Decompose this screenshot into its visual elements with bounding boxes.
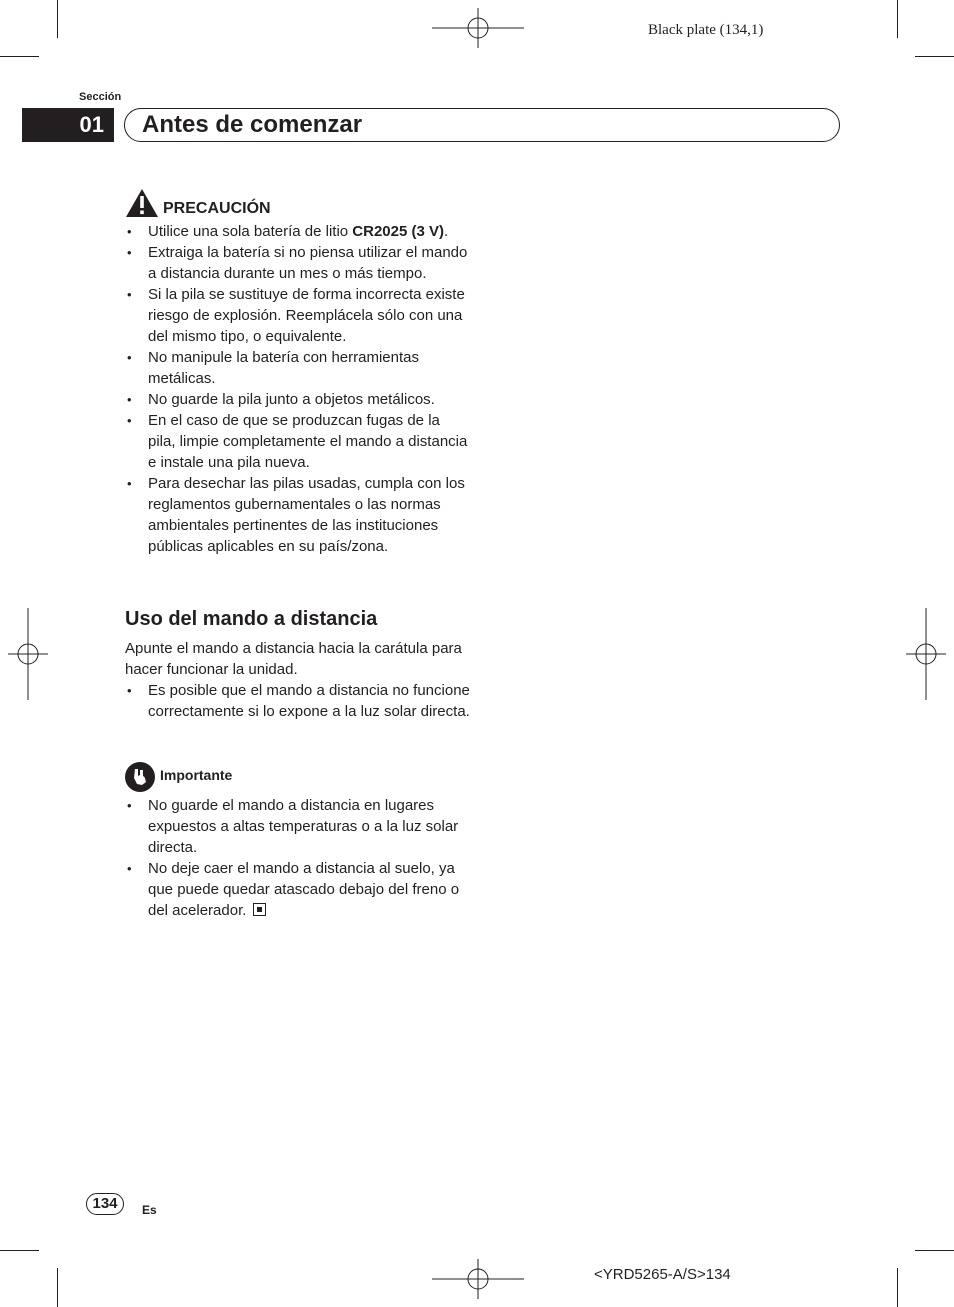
list-item: • En el caso de que se produzcan fugas de la pila, limpie completamente el mando a distancia e instale una pila nueva. <box>125 410 470 473</box>
language-code: Es <box>142 1203 157 1217</box>
crop-mark <box>0 1250 39 1251</box>
crop-mark <box>915 56 954 57</box>
uso-heading: Uso del mando a distancia <box>125 608 378 630</box>
document-code: <YRD5265-A/S>134 <box>594 1266 731 1283</box>
important-hand-icon <box>125 762 155 792</box>
crop-mark <box>0 56 39 57</box>
section-label: Sección <box>79 91 122 103</box>
caution-heading: PRECAUCIÓN <box>163 200 271 217</box>
list-item: • Si la pila se sustituye de forma incorrecta existe riesgo de explosión. Reemplácela sólo con una del mismo tipo, o equivalente. <box>125 284 470 347</box>
page-number: 134 <box>86 1193 124 1215</box>
section-title: Antes de comenzar <box>142 111 363 138</box>
registration-mark-bottom <box>432 1259 524 1299</box>
list-item: • No guarde el mando a distancia en lugares expuestos a altas temperaturas o a la luz solar directa. <box>125 795 470 858</box>
crop-mark <box>897 1268 898 1307</box>
registration-mark-left <box>8 608 48 700</box>
list-item: • Es posible que el mando a distancia no funcione correctamente si lo expone a la luz solar directa. <box>125 680 470 722</box>
crop-mark <box>897 0 898 38</box>
crop-mark <box>57 1268 58 1307</box>
end-of-section-icon <box>253 903 266 916</box>
registration-mark-top <box>432 8 524 48</box>
list-item: • Extraiga la batería si no piensa utilizar el mando a distancia durante un mes o más tiempo. <box>125 242 470 284</box>
list-item: • Utilice una sola batería de litio CR2025 (3 V). <box>125 221 470 242</box>
uso-paragraph: Apunte el mando a distancia hacia la carátula para hacer funcionar la unidad. <box>125 640 462 678</box>
list-item: • Para desechar las pilas usadas, cumpla con los reglamentos gubernamentales o las normas ambientales pertinentes de las instituciones públicas aplicables en su país/zona. <box>125 473 470 557</box>
plate-label: Black plate (134,1) <box>648 22 764 38</box>
list-item: • No guarde la pila junto a objetos metálicos. <box>125 389 470 410</box>
crop-mark <box>915 1250 954 1251</box>
list-item: • No deje caer el mando a distancia al suelo, ya que puede quedar atascado debajo del freno o del acelerador. <box>125 858 470 921</box>
list-item: • No manipule la batería con herramientas metálicas. <box>125 347 470 389</box>
registration-mark-right <box>906 608 946 700</box>
section-number: 01 <box>79 112 104 137</box>
warning-triangle-icon <box>125 188 159 218</box>
crop-mark <box>57 0 58 38</box>
section-number-badge <box>22 108 114 142</box>
importante-list <box>125 795 470 921</box>
caution-list <box>125 221 470 557</box>
battery-model: CR2025 (3 V) <box>352 223 444 240</box>
uso-list <box>125 680 470 722</box>
importante-heading: Importante <box>160 767 233 783</box>
